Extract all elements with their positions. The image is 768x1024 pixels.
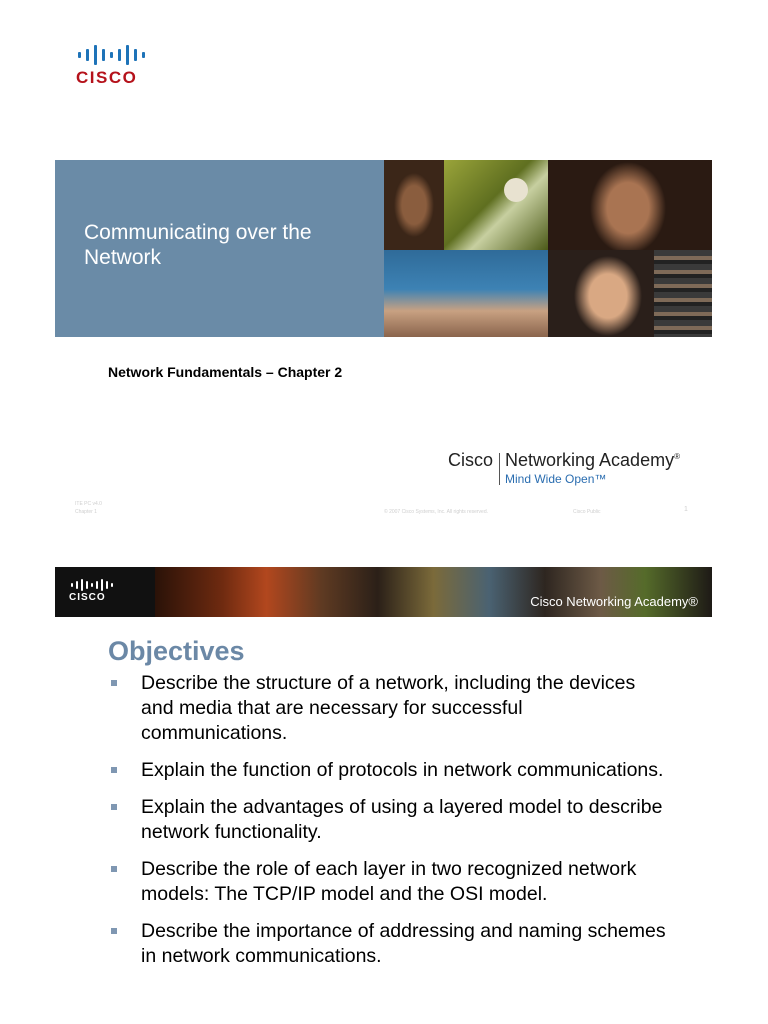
photo-mosaic (384, 160, 712, 337)
photo-skateboard (444, 160, 548, 250)
footer-chapter: Chapter 1 (75, 509, 97, 515)
academy-divider (499, 453, 500, 485)
bullet-square-icon (111, 767, 117, 773)
bullet-text: Explain the function of protocols in network communications. (141, 759, 664, 781)
academy-tagline: Mind Wide Open™ (505, 472, 607, 486)
objectives-list (108, 671, 668, 981)
footer-copyright: © 2007 Cisco Systems, Inc. All rights reserved. (384, 509, 489, 515)
bullet-text: Explain the advantages of using a layered model to describe network functionality. (141, 796, 663, 843)
photo-young-man (548, 160, 712, 250)
networking-academy-logo (448, 450, 708, 490)
banner-bridge-icon (71, 579, 113, 591)
slide-subtitle: Network Fundamentals – Chapter 2 (108, 364, 343, 380)
banner-academy-text: Cisco Networking Academy® (530, 594, 698, 609)
list-item (108, 671, 668, 746)
cisco-logo-text: CISCO (76, 68, 138, 87)
cisco-logo (76, 44, 156, 90)
bullet-square-icon (111, 680, 117, 686)
cisco-bridge-icon (78, 44, 156, 66)
bullet-square-icon (111, 928, 117, 934)
bullet-square-icon (111, 866, 117, 872)
footer-page-number: 1 (684, 506, 688, 513)
academy-cisco-text: Cisco (448, 450, 494, 470)
banner-cisco-logo (69, 579, 113, 603)
list-item (108, 919, 668, 969)
objectives-title: Objectives (108, 636, 245, 666)
academy-name-text: Networking Academy (505, 450, 675, 470)
banner-photo-strip (155, 567, 712, 617)
bullet-text: Describe the structure of a network, including the devices and media that are necessary for successful communications. (141, 672, 636, 744)
footer-classification: Cisco Public (573, 509, 601, 515)
photo-hooded-person (384, 250, 548, 337)
list-item (108, 758, 668, 783)
photo-man-face (384, 160, 444, 250)
photo-skateboard-wheel (504, 178, 528, 202)
list-item (108, 857, 668, 907)
bullet-text: Describe the importance of addressing and naming schemes in network communications. (141, 920, 666, 967)
footer-course: ITE PC v4.0 (75, 501, 102, 507)
registered-mark: ® (674, 452, 680, 461)
banner-logo-text: CISCO (69, 592, 106, 603)
slide-title: Communicating over the Network (84, 221, 312, 269)
academy-banner (55, 567, 712, 617)
photo-stripes (654, 250, 712, 337)
bullet-square-icon (111, 804, 117, 810)
bullet-text: Describe the role of each layer in two recognized network models: The TCP/IP model and the OSI model. (141, 858, 637, 905)
list-item (108, 795, 668, 845)
